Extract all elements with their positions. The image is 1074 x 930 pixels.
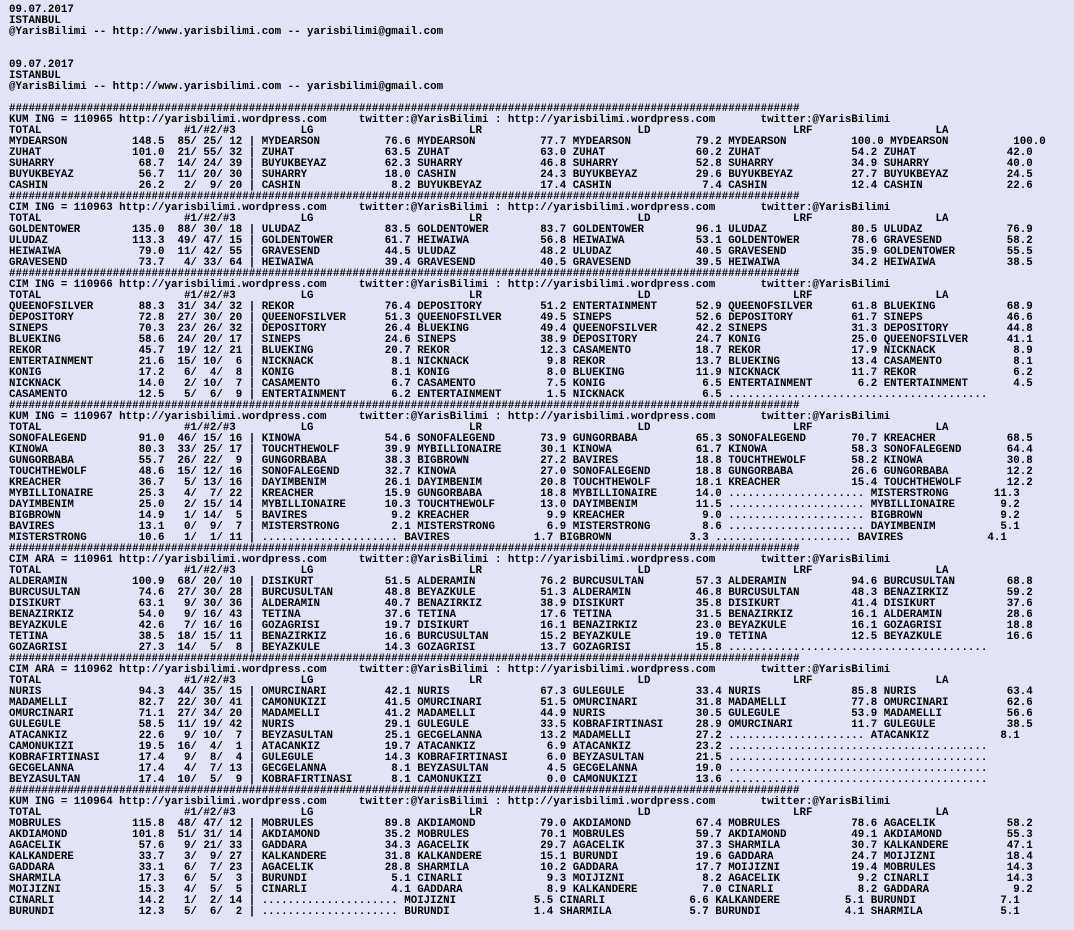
- report-line: @YarisBilimi -- http://www.yarisbilimi.com -- yarisbilimi@gmail.com: [9, 81, 444, 93]
- separator-line: ##########################################################################################################################: [9, 653, 800, 665]
- race-header-line: CIM ING = 110966 http://yarisbilimi.wordpress.com twitter:@YarisBilimi : http://yarisbilimi.wordpress.com twitter:@YarisBilimi: [9, 279, 891, 291]
- report-line: DISIKURT 63.1 9/ 30/ 36 | ALDERAMIN 40.7 BENAZIRKIZ 38.9 DISIKURT 35.8 DISIKURT 41.4 DISIKURT 37.6: [9, 598, 1033, 610]
- column-header-line: TOTAL #1/#2/#3 LG LR LD LRF LA: [9, 125, 949, 137]
- report-line: TETINA 38.5 18/ 15/ 11 | BENAZIRKIZ 16.6 BURCUSULTAN 15.2 BEYAZKULE 19.0 TETINA 12.5 BEYAZKULE 16.6: [9, 631, 1033, 643]
- report-line: MADAMELLI 82.7 22/ 30/ 41 | CAMONUKIZI 41.5 OMURCINARI 51.5 OMURCINARI 31.8 MADAMELLI 77.8 OMURCINARI 62.6: [9, 697, 1033, 709]
- report-line: ALDERAMIN 100.9 68/ 20/ 10 | DISIKURT 51.5 ALDERAMIN 76.2 BURCUSULTAN 57.3 ALDERAMIN 94.6 BURCUSULTAN 68.8: [9, 576, 1033, 588]
- report-line: CINARLI 14.2 1/ 2/ 14 | ..................... MOIJIZNI 5.5 CINARLI 6.6 KALKANDERE 5.1 BURUNDI 7.1: [9, 895, 1020, 907]
- report-line: 09.07.2017: [9, 4, 74, 16]
- report-line: BAVIRES 13.1 0/ 9/ 7 | MISTERSTRONG 2.1 MISTERSTRONG 6.9 MISTERSTRONG 8.6 ..................... DAYIMBENIM 5.1: [9, 521, 1020, 533]
- separator-line: ##########################################################################################################################: [9, 191, 800, 203]
- race-header-line: KUM ING = 110964 http://yarisbilimi.wordpress.com twitter:@YarisBilimi : http://yarisbilimi.wordpress.com twitter:@YarisBilimi: [9, 796, 891, 808]
- report-line: ZUHAT 101.0 21/ 55/ 32 | ZUHAT 63.5 ZUHAT 63.0 ZUHAT 60.2 ZUHAT 54.2 ZUHAT 42.0: [9, 147, 1033, 159]
- column-header-line: TOTAL #1/#2/#3 LG LR LD LRF LA: [9, 675, 949, 687]
- report-line: ATACANKIZ 22.6 9/ 10/ 7 | BEYZASULTAN 25.1 GECGELANNA 13.2 MADAMELLI 27.2 ..................... ATACANKIZ 8.1: [9, 730, 1020, 742]
- report-line: BLUEKING 58.6 24/ 20/ 17 | SINEPS 24.6 SINEPS 38.9 DEPOSITORY 24.7 KONIG 25.0 QUEENOFSILVER 41.1: [9, 334, 1033, 346]
- report-line: AGACELIK 57.6 9/ 21/ 33 | GADDARA 34.3 AGACELIK 29.7 AGACELIK 37.3 SHARMILA 30.7 KALKANDERE 47.1: [9, 840, 1033, 852]
- column-header-line: TOTAL #1/#2/#3 LG LR LD LRF LA: [9, 290, 949, 302]
- report-line: SINEPS 70.3 23/ 26/ 32 | DEPOSITORY 26.4 BLUEKING 49.4 QUEENOFSILVER 42.2 SINEPS 31.3 DEPOSITORY 44.8: [9, 323, 1033, 335]
- report-line: KONIG 17.2 6/ 4/ 8 | KONIG 8.1 KONIG 8.0 BLUEKING 11.9 NICKNACK 11.7 REKOR 6.2: [9, 367, 1033, 379]
- report-line: GECGELANNA 17.4 4/ 7/ 13 | GECGELANNA 8.1 BEYZASULTAN 4.5 GECGELANNA 19.0 ........................................: [9, 763, 988, 775]
- report-line: GOLDENTOWER 135.0 88/ 30/ 18 | ULUDAZ 83.5 GOLDENTOWER 83.7 GOLDENTOWER 96.1 ULUDAZ 80.5 ULUDAZ 76.9: [9, 224, 1033, 236]
- column-header-line: TOTAL #1/#2/#3 LG LR LD LRF LA: [9, 213, 949, 225]
- report-line: ISTANBUL: [9, 15, 61, 27]
- race-header-line: CIM ARA = 110961 http://yarisbilimi.wordpress.com twitter:@YarisBilimi : http://yarisbilimi.wordpress.com twitter:@YarisBilimi: [9, 554, 891, 566]
- report-line: AKDIAMOND 101.8 51/ 31/ 14 | AKDIAMOND 35.2 MOBRULES 70.1 MOBRULES 59.7 AKDIAMOND 49.1 AKDIAMOND 55.3: [9, 829, 1033, 841]
- report-line: MYBILLIONAIRE 25.3 4/ 7/ 22 | KREACHER 15.9 GUNGORBABA 18.8 MYBILLIONAIRE 14.0 ..................... MISTERSTRONG 11.3: [9, 488, 1020, 500]
- separator-line: ##########################################################################################################################: [9, 268, 800, 280]
- race-header-line: KUM ING = 110967 http://yarisbilimi.wordpress.com twitter:@YarisBilimi : http://yarisbilimi.wordpress.com twitter:@YarisBilimi: [9, 411, 891, 423]
- column-header-line: TOTAL #1/#2/#3 LG LR LD LRF LA: [9, 422, 949, 434]
- report-line: 09.07.2017: [9, 59, 74, 71]
- separator-line: ##########################################################################################################################: [9, 400, 800, 412]
- report-line: BEYZASULTAN 17.4 10/ 5/ 9 | KOBRAFIRTINASI 8.1 CAMONUKIZI 0.0 CAMONUKIZI 13.6 ........................................: [9, 774, 988, 786]
- report-line: TOUCHTHEWOLF 48.6 15/ 12/ 16 | SONOFALEGEND 32.7 KINOWA 27.0 SONOFALEGEND 18.8 GUNGORBABA 26.6 GUNGORBABA 12.2: [9, 466, 1033, 478]
- report-line: QUEENOFSILVER 88.3 31/ 34/ 32 | REKOR 76.4 DEPOSITORY 51.2 ENTERTAINMENT 52.9 QUEENOFSILVER 61.8 BLUEKING 68.9: [9, 301, 1033, 313]
- report-line: GOZAGRISI 27.3 14/ 5/ 8 | BEYAZKULE 14.3 GOZAGRISI 13.7 GOZAGRISI 15.8 ........................................: [9, 642, 988, 654]
- report-line: HEIWAIWA 79.0 11/ 42/ 55 | GRAVESEND 44.5 ULUDAZ 48.2 ULUDAZ 40.5 GRAVESEND 35.9 GOLDENTOWER 55.5: [9, 246, 1033, 258]
- blank-line: [9, 38, 1074, 49]
- report-line: OMURCINARI 71.1 27/ 34/ 20 | MADAMELLI 41.2 MADAMELLI 44.9 NURIS 30.5 GULEGULE 53.9 MADAMELLI 56.6: [9, 708, 1033, 720]
- report-line: ENTERTAINMENT 21.6 15/ 10/ 6 | NICKNACK 8.1 NICKNACK 9.8 REKOR 13.7 BLUEKING 13.4 CASAMENTO 8.1: [9, 356, 1033, 368]
- report-line: GRAVESEND 73.7 4/ 33/ 64 | HEIWAIWA 39.4 GRAVESEND 40.5 GRAVESEND 39.5 HEIWAIWA 34.2 HEIWAIWA 38.5: [9, 257, 1033, 269]
- report-line: MISTERSTRONG 10.6 1/ 1/ 11 | ..................... BAVIRES 1.7 BIGBROWN 3.3 ..................... BAVIRES 4.1: [9, 532, 1007, 544]
- separator-line: ##########################################################################################################################: [9, 103, 800, 115]
- report-line: BIGBROWN 14.9 1/ 14/ 5 | BAVIRES 9.2 KREACHER 9.9 KREACHER 9.0 ..................... BIGBROWN 9.2: [9, 510, 1020, 522]
- report-line: BENAZIRKIZ 54.0 9/ 16/ 43 | TETINA 37.6 TETINA 17.6 TETINA 31.5 BENAZIRKIZ 16.1 ALDERAMIN 28.6: [9, 609, 1033, 621]
- report-line: NURIS 94.3 44/ 35/ 15 | OMURCINARI 42.1 NURIS 67.3 GULEGULE 33.4 NURIS 85.8 NURIS 63.4: [9, 686, 1033, 698]
- column-header-line: TOTAL #1/#2/#3 LG LR LD LRF LA: [9, 807, 949, 819]
- race-header-line: CIM ING = 110963 http://yarisbilimi.wordpress.com twitter:@YarisBilimi : http://yarisbilimi.wordpress.com twitter:@YarisBilimi: [9, 202, 891, 214]
- report-line: GUNGORBABA 55.7 26/ 22/ 9 | GUNGORBABA 38.3 BIGBROWN 27.2 BAVIRES 18.8 TOUCHTHEWOLF 58.2 KINOWA 30.8: [9, 455, 1033, 467]
- report-line: DEPOSITORY 72.8 27/ 30/ 20 | QUEENOFSILVER 51.3 QUEENOFSILVER 49.5 SINEPS 52.6 DEPOSITORY 61.7 SINEPS 46.6: [9, 312, 1033, 324]
- report-line: DAYIMBENIM 25.0 2/ 15/ 14 | MYBILLIONAIRE 10.3 TOUCHTHEWOLF 13.0 DAYIMBENIM 11.5 ..................... MYBILLIONAIRE 9.2: [9, 499, 1020, 511]
- column-header-line: TOTAL #1/#2/#3 LG LR LD LRF LA: [9, 565, 949, 577]
- report-line: BURCUSULTAN 74.6 27/ 30/ 28 | BURCUSULTAN 48.8 BEYAZKULE 51.3 ALDERAMIN 46.8 BURCUSULTAN 48.3 BENAZIRKIZ 59.2: [9, 587, 1033, 599]
- separator-line: ##########################################################################################################################: [9, 785, 800, 797]
- report-line: KREACHER 36.7 5/ 13/ 16 | DAYIMBENIM 26.1 DAYIMBENIM 20.8 TOUCHTHEWOLF 18.1 KREACHER 15.4 TOUCHTHEWOLF 12.2: [9, 477, 1033, 489]
- report-line: MYDEARSON 148.5 85/ 25/ 12 | MYDEARSON 76.6 MYDEARSON 77.7 MYDEARSON 79.2 MYDEARSON 100.0 MYDEARSON 100.0: [9, 136, 1046, 148]
- report-line: GADDARA 33.1 6/ 7/ 23 | AGACELIK 28.8 SHARMILA 10.2 GADDARA 17.7 MOIJIZNI 19.4 MOBRULES 14.3: [9, 862, 1033, 874]
- report-line: SHARMILA 17.3 6/ 5/ 3 | BURUNDI 5.1 CINARLI 9.3 MOIJIZNI 8.2 AGACELIK 9.2 CINARLI 14.3: [9, 873, 1033, 885]
- report-line: CASHIN 26.2 2/ 9/ 20 | CASHIN 8.2 BUYUKBEYAZ 17.4 CASHIN 7.4 CASHIN 12.4 CASHIN 22.6: [9, 180, 1033, 192]
- report-line: BUYUKBEYAZ 56.7 11/ 20/ 30 | SUHARRY 18.0 CASHIN 24.3 BUYUKBEYAZ 29.6 BUYUKBEYAZ 27.7 BUYUKBEYAZ 24.5: [9, 169, 1033, 181]
- report-line: NICKNACK 14.0 2/ 10/ 7 | CASAMENTO 6.7 CASAMENTO 7.5 KONIG 6.5 ENTERTAINMENT 6.2 ENTERTAINMENT 4.5: [9, 378, 1033, 390]
- report-line: ISTANBUL: [9, 70, 61, 82]
- report-line: @YarisBilimi -- http://www.yarisbilimi.com -- yarisbilimi@gmail.com: [9, 26, 444, 38]
- report-line: BURUNDI 12.3 5/ 6/ 2 | ..................... BURUNDI 1.4 SHARMILA 5.7 BURUNDI 4.1 SHARMILA 5.1: [9, 906, 1020, 918]
- separator-line: ##########################################################################################################################: [9, 543, 800, 555]
- report-line: KALKANDERE 33.7 3/ 9/ 27 | KALKANDERE 31.8 KALKANDERE 15.1 BURUNDI 19.6 GADDARA 24.7 MOIJIZNI 18.4: [9, 851, 1033, 863]
- report-line: KINOWA 80.3 33/ 25/ 17 | TOUCHTHEWOLF 39.9 MYBILLIONAIRE 30.1 KINOWA 61.7 KINOWA 58.3 SONOFALEGEND 64.4: [9, 444, 1033, 456]
- report-line: ULUDAZ 113.3 49/ 47/ 15 | GOLDENTOWER 61.7 HEIWAIWA 56.8 HEIWAIWA 53.1 GOLDENTOWER 78.6 GRAVESEND 58.2: [9, 235, 1033, 247]
- race-header-line: CIM ARA = 110962 http://yarisbilimi.wordpress.com twitter:@YarisBilimi : http://yarisbilimi.wordpress.com twitter:@YarisBilimi: [9, 664, 891, 676]
- report-line: SONOFALEGEND 91.0 46/ 15/ 16 | KINOWA 54.6 SONOFALEGEND 73.9 GUNGORBABA 65.3 SONOFALEGEND 70.7 KREACHER 68.5: [9, 433, 1033, 445]
- report-line: SUHARRY 68.7 14/ 24/ 39 | BUYUKBEYAZ 62.3 SUHARRY 46.8 SUHARRY 52.8 SUHARRY 34.9 SUHARRY 40.0: [9, 158, 1033, 170]
- report-line: CAMONUKIZI 19.5 16/ 4/ 1 | ATACANKIZ 19.7 ATACANKIZ 6.9 ATACANKIZ 23.2 ........................................: [9, 741, 988, 753]
- report-line: MOIJIZNI 15.3 4/ 5/ 5 | CINARLI 4.1 GADDARA 8.9 KALKANDERE 7.0 CINARLI 8.2 GADDARA 9.2: [9, 884, 1033, 896]
- report-line: BEYAZKULE 42.6 7/ 16/ 16 | GOZAGRISI 19.7 DISIKURT 16.1 BENAZIRKIZ 23.0 BEYAZKULE 16.1 GOZAGRISI 18.8: [9, 620, 1033, 632]
- report-line: CASAMENTO 12.5 5/ 6/ 9 | ENTERTAINMENT 6.2 ENTERTAINMENT 1.5 NICKNACK 6.5 ........................................: [9, 389, 988, 401]
- blank-line: [9, 49, 1074, 60]
- report-line: MOBRULES 115.8 48/ 47/ 12 | MOBRULES 89.8 AKDIAMOND 79.0 AKDIAMOND 67.4 MOBRULES 78.6 AGACELIK 58.2: [9, 818, 1033, 830]
- report-line: KOBRAFIRTINASI 17.4 9/ 8/ 4 | GULEGULE 14.3 KOBRAFIRTINASI 6.0 BEYZASULTAN 21.5 ........................................: [9, 752, 988, 764]
- race-header-line: KUM ING = 110965 http://yarisbilimi.wordpress.com twitter:@YarisBilimi : http://yarisbilimi.wordpress.com twitter:@YarisBilimi: [9, 114, 891, 126]
- report-line: GULEGULE 58.5 11/ 19/ 42 | NURIS 29.1 GULEGULE 33.5 KOBRAFIRTINASI 28.9 OMURCINARI 11.7 GULEGULE 38.5: [9, 719, 1033, 731]
- report-line: REKOR 45.7 19/ 12/ 21 | BLUEKING 20.7 REKOR 12.3 CASAMENTO 18.7 REKOR 17.9 NICKNACK 8.9: [9, 345, 1033, 357]
